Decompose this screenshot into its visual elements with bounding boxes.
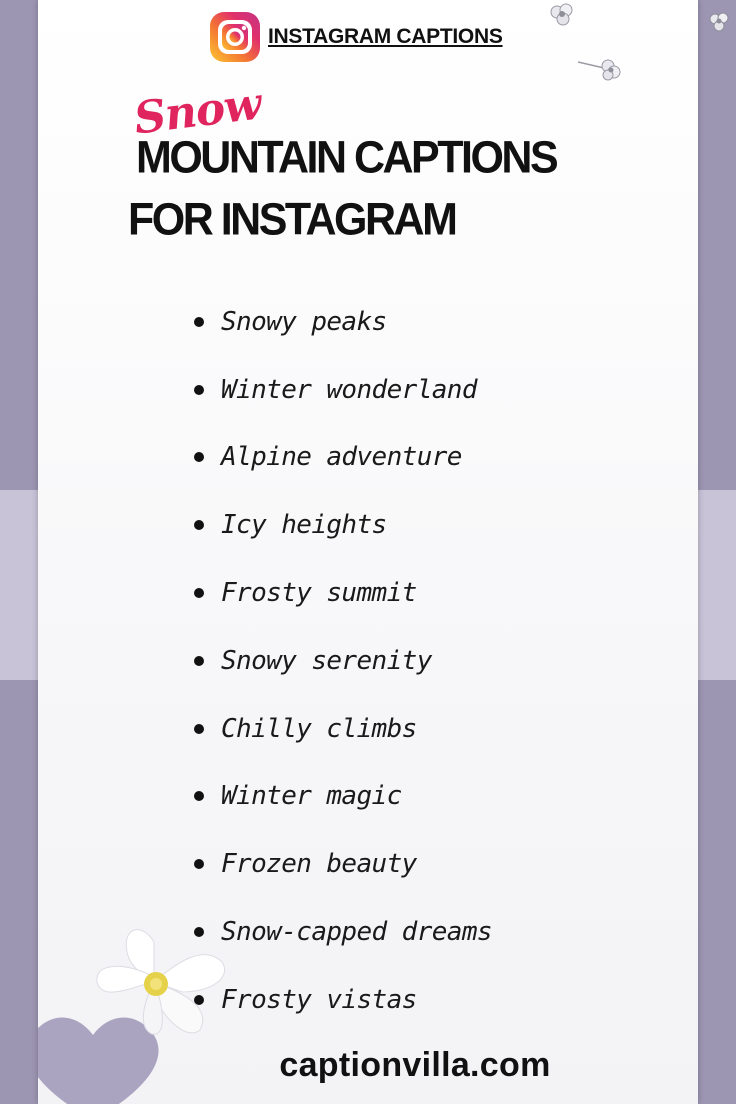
bullet-icon — [194, 385, 204, 395]
page-title-line-1: MOUNTAIN CAPTIONS — [136, 132, 557, 184]
caption-text: Frozen beauty — [221, 849, 417, 880]
caption-text: Alpine adventure — [221, 442, 462, 473]
bullet-icon — [194, 317, 204, 327]
header-label: INSTAGRAM CAPTIONS — [268, 25, 503, 48]
caption-text: Snow-capped dreams — [221, 917, 492, 948]
bullet-icon — [194, 452, 204, 462]
caption-card — [38, 0, 698, 1104]
bullet-icon — [194, 724, 204, 734]
blossom-icon — [704, 8, 734, 38]
list-item — [194, 559, 492, 627]
list-item — [194, 288, 492, 356]
page-title-line-2: FOR INSTAGRAM — [128, 194, 456, 246]
bullet-icon — [194, 859, 204, 869]
caption-text: Frosty vistas — [221, 984, 417, 1015]
caption-text: Winter magic — [221, 781, 402, 812]
bullet-icon — [194, 520, 204, 530]
blossom-icon — [543, 0, 583, 36]
footer-site: captionvilla.com — [279, 1046, 551, 1084]
bullet-icon — [194, 588, 204, 598]
list-item — [194, 356, 492, 424]
list-item — [194, 830, 492, 898]
caption-text: Snowy peaks — [221, 306, 387, 337]
title-script-word: Snow — [131, 78, 264, 145]
list-item — [194, 763, 492, 831]
caption-text: Frosty summit — [221, 578, 417, 609]
list-item — [194, 898, 492, 966]
list-item — [194, 695, 492, 763]
list-item — [194, 966, 492, 1034]
list-item — [194, 491, 492, 559]
list-item — [194, 424, 492, 492]
blossom-icon — [578, 52, 628, 88]
caption-list — [194, 288, 492, 1034]
list-item — [194, 627, 492, 695]
instagram-icon — [208, 10, 262, 64]
caption-text: Winter wonderland — [221, 374, 477, 405]
bullet-icon — [194, 791, 204, 801]
header — [208, 8, 503, 66]
caption-text: Icy heights — [221, 510, 387, 541]
caption-text: Snowy serenity — [221, 645, 432, 676]
flower-icon — [82, 922, 227, 1042]
caption-text: Chilly climbs — [221, 713, 417, 744]
bullet-icon — [194, 656, 204, 666]
